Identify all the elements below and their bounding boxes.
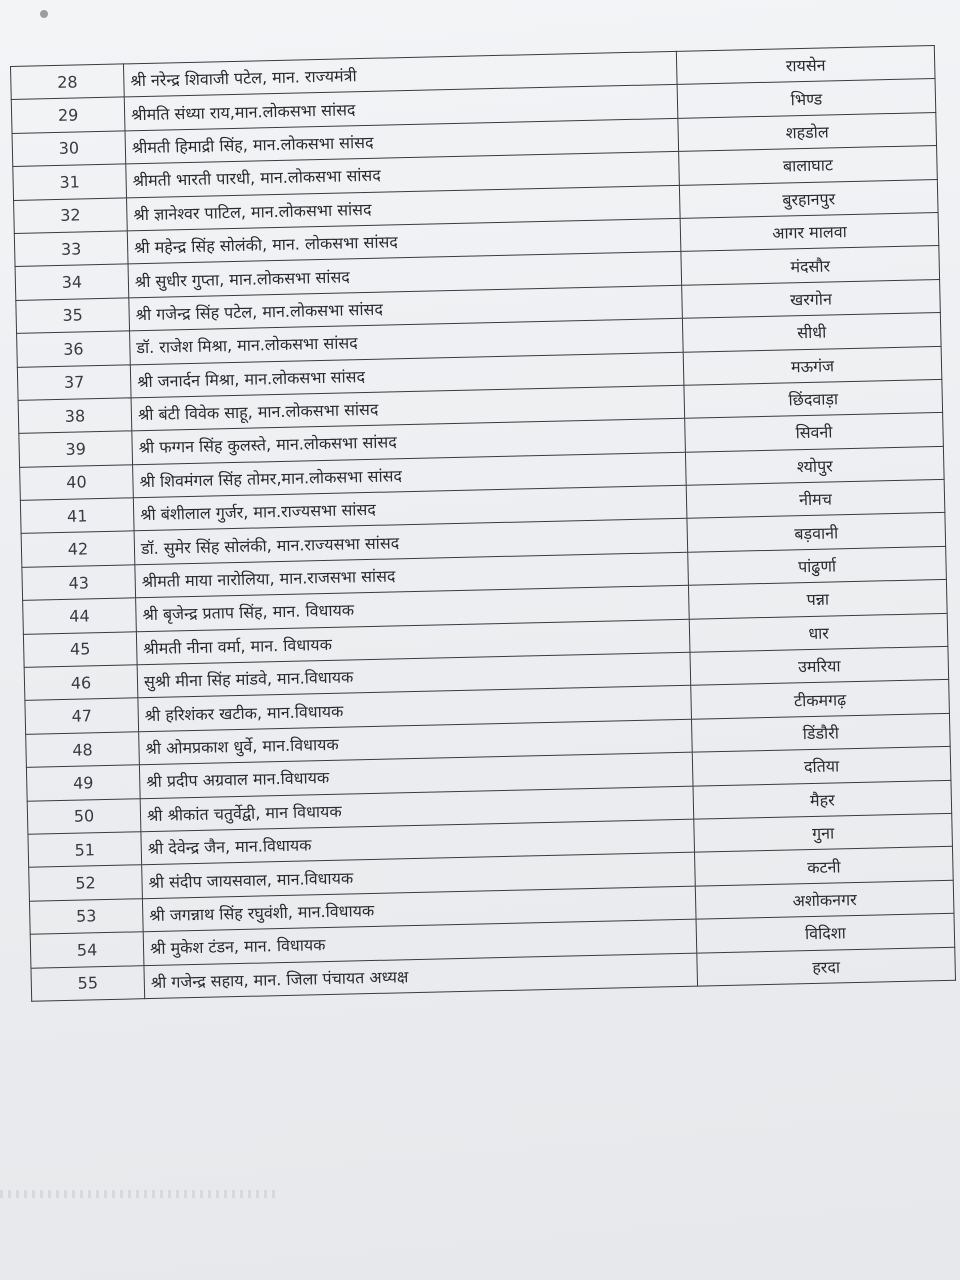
serial-number-cell: 34 — [15, 264, 129, 300]
punch-hole-mark — [40, 10, 48, 18]
member-name-cell: श्री मुकेश टंडन, मान. विधायक — [143, 919, 697, 965]
member-name-cell: श्रीमती भारती पारधी, मान.लोकसभा सांसद — [126, 152, 680, 198]
serial-number-cell: 41 — [20, 498, 134, 534]
serial-number-cell: 30 — [12, 131, 126, 167]
serial-number-cell: 28 — [11, 64, 125, 100]
member-name-cell: श्री शिवमंगल सिंह तोमर,मान.लोकसभा सांसद — [133, 452, 687, 498]
member-name-cell: श्रीमति संध्या राय,मान.लोकसभा सांसद — [124, 85, 678, 131]
serial-number-cell: 54 — [30, 932, 144, 968]
serial-number-cell: 29 — [11, 97, 125, 133]
serial-number-cell: 32 — [14, 197, 128, 233]
member-name-cell: श्रीमती माया नारोलिया, मान.राजसभा सांसद — [135, 552, 689, 598]
serial-number-cell: 49 — [26, 765, 140, 801]
district-cell: नीमच — [686, 479, 945, 518]
district-cell: खरगोन — [682, 279, 941, 318]
district-cell: अशोकनगर — [695, 880, 954, 919]
serial-number-cell: 46 — [24, 665, 138, 701]
district-cell: बुरहानपुर — [679, 179, 938, 218]
serial-number-cell: 31 — [13, 164, 127, 200]
member-name-cell: श्री बंशीलाल गुर्जर, मान.राज्यसभा सांसद — [133, 485, 687, 531]
serial-number-cell: 45 — [23, 631, 137, 667]
member-name-cell: श्री जगन्नाथ सिंह रघुवंशी, मान.विधायक — [142, 886, 696, 932]
serial-number-cell: 51 — [28, 832, 142, 868]
member-name-cell: सुश्री मीना सिंह मांडवे, मान.विधायक — [137, 652, 691, 698]
serial-number-cell: 38 — [18, 398, 132, 434]
district-cell: टीकमगढ़ — [691, 680, 950, 719]
district-cell: विदिशा — [696, 913, 955, 952]
member-name-cell: श्री नरेन्द्र शिवाजी पटेल, मान. राज्यमंत्री — [123, 51, 677, 97]
district-cell: बालाघाट — [679, 146, 938, 185]
serial-number-cell: 55 — [31, 965, 145, 1001]
district-cell: धार — [689, 613, 948, 652]
district-cell: रायसेन — [676, 46, 935, 85]
district-cell: हरदा — [697, 947, 956, 986]
member-name-cell: श्री श्रीकांत चतुर्वेद्वी, मान विधायक — [140, 786, 694, 832]
district-cell: दतिया — [692, 747, 951, 786]
serial-number-cell: 35 — [16, 298, 130, 334]
district-cell: गुना — [694, 813, 953, 852]
serial-number-cell: 50 — [27, 798, 141, 834]
member-name-cell: श्रीमती हिमाद्री सिंह, मान.लोकसभा सांसद — [125, 118, 679, 164]
district-cell: कटनी — [695, 847, 954, 886]
member-name-cell: श्री देवेन्द्र जैन, मान.विधायक — [141, 819, 695, 865]
serial-number-cell: 42 — [21, 531, 135, 567]
member-name-cell: श्री ज्ञानेश्वर पाटिल, मान.लोकसभा सांसद — [127, 185, 681, 231]
serial-number-cell: 44 — [23, 598, 137, 634]
serial-number-cell: 43 — [22, 565, 136, 601]
member-name-cell: श्री बंटी विवेक साहू, मान.लोकसभा सांसद — [131, 385, 685, 431]
district-cell: श्योपुर — [685, 446, 944, 485]
district-cell: बड़वानी — [687, 513, 946, 552]
serial-number-cell: 40 — [20, 465, 134, 501]
district-cell: मैहर — [693, 780, 952, 819]
member-name-cell: डॉ. राजेश मिश्रा, मान.लोकसभा सांसद — [130, 318, 684, 364]
district-cell: आगर मालवा — [680, 212, 939, 251]
member-name-cell: श्री ओमप्रकाश धुर्वे, मान.विधायक — [139, 719, 693, 765]
district-cell: मंदसौर — [681, 246, 940, 285]
district-cell: छिंदवाड़ा — [684, 379, 943, 418]
members-table — [10, 45, 956, 1002]
member-name-cell: श्री जनार्दन मिश्रा, मान.लोकसभा सांसद — [130, 352, 684, 398]
district-cell: उमरिया — [690, 646, 949, 685]
member-name-cell: श्री गजेन्द्र सिंह पटेल, मान.लोकसभा सांसद — [129, 285, 683, 331]
member-name-cell: श्री हरिशंकर खटीक, मान.विधायक — [138, 686, 692, 732]
members-table-body — [11, 46, 956, 1002]
member-name-cell: डॉ. सुमेर सिंह सोलंकी, मान.राज्यसभा सांसद — [134, 519, 688, 565]
serial-number-cell: 36 — [17, 331, 131, 367]
faint-text-bleed — [0, 1190, 280, 1198]
district-cell: सीधी — [682, 313, 941, 352]
district-cell: सिवनी — [685, 413, 944, 452]
serial-number-cell: 37 — [17, 364, 131, 400]
member-name-cell: श्री गजेन्द्र सहाय, मान. जिला पंचायत अध्यक्ष — [144, 953, 698, 999]
member-name-cell: श्री सुधीर गुप्ता, मान.लोकसभा सांसद — [128, 252, 682, 298]
member-name-cell: श्री बृजेन्द्र प्रताप सिंह, मान. विधायक — [136, 585, 690, 631]
member-name-cell: श्री महेन्द्र सिंह सोलंकी, मान. लोकसभा सांसद — [127, 218, 681, 264]
member-name-cell: श्री प्रदीप अग्रवाल मान.विधायक — [139, 752, 693, 798]
district-cell: शहडोल — [678, 112, 937, 151]
serial-number-cell: 47 — [25, 698, 139, 734]
member-name-cell: श्री फग्गन सिंह कुलस्ते, मान.लोकसभा सांसद — [132, 419, 686, 465]
district-cell: पांढुर्णा — [688, 546, 947, 585]
member-name-cell: श्री संदीप जायसवाल, मान.विधायक — [142, 853, 696, 899]
district-cell: भिण्ड — [677, 79, 936, 118]
serial-number-cell: 48 — [26, 732, 140, 768]
district-cell: पन्ना — [688, 580, 947, 619]
district-cell: मऊगंज — [683, 346, 942, 385]
district-cell: डिंडौरी — [691, 713, 950, 752]
serial-number-cell: 52 — [29, 865, 143, 901]
serial-number-cell: 33 — [14, 231, 128, 267]
member-name-cell: श्रीमती नीना वर्मा, मान. विधायक — [136, 619, 690, 665]
serial-number-cell: 53 — [29, 898, 143, 934]
serial-number-cell: 39 — [19, 431, 133, 467]
